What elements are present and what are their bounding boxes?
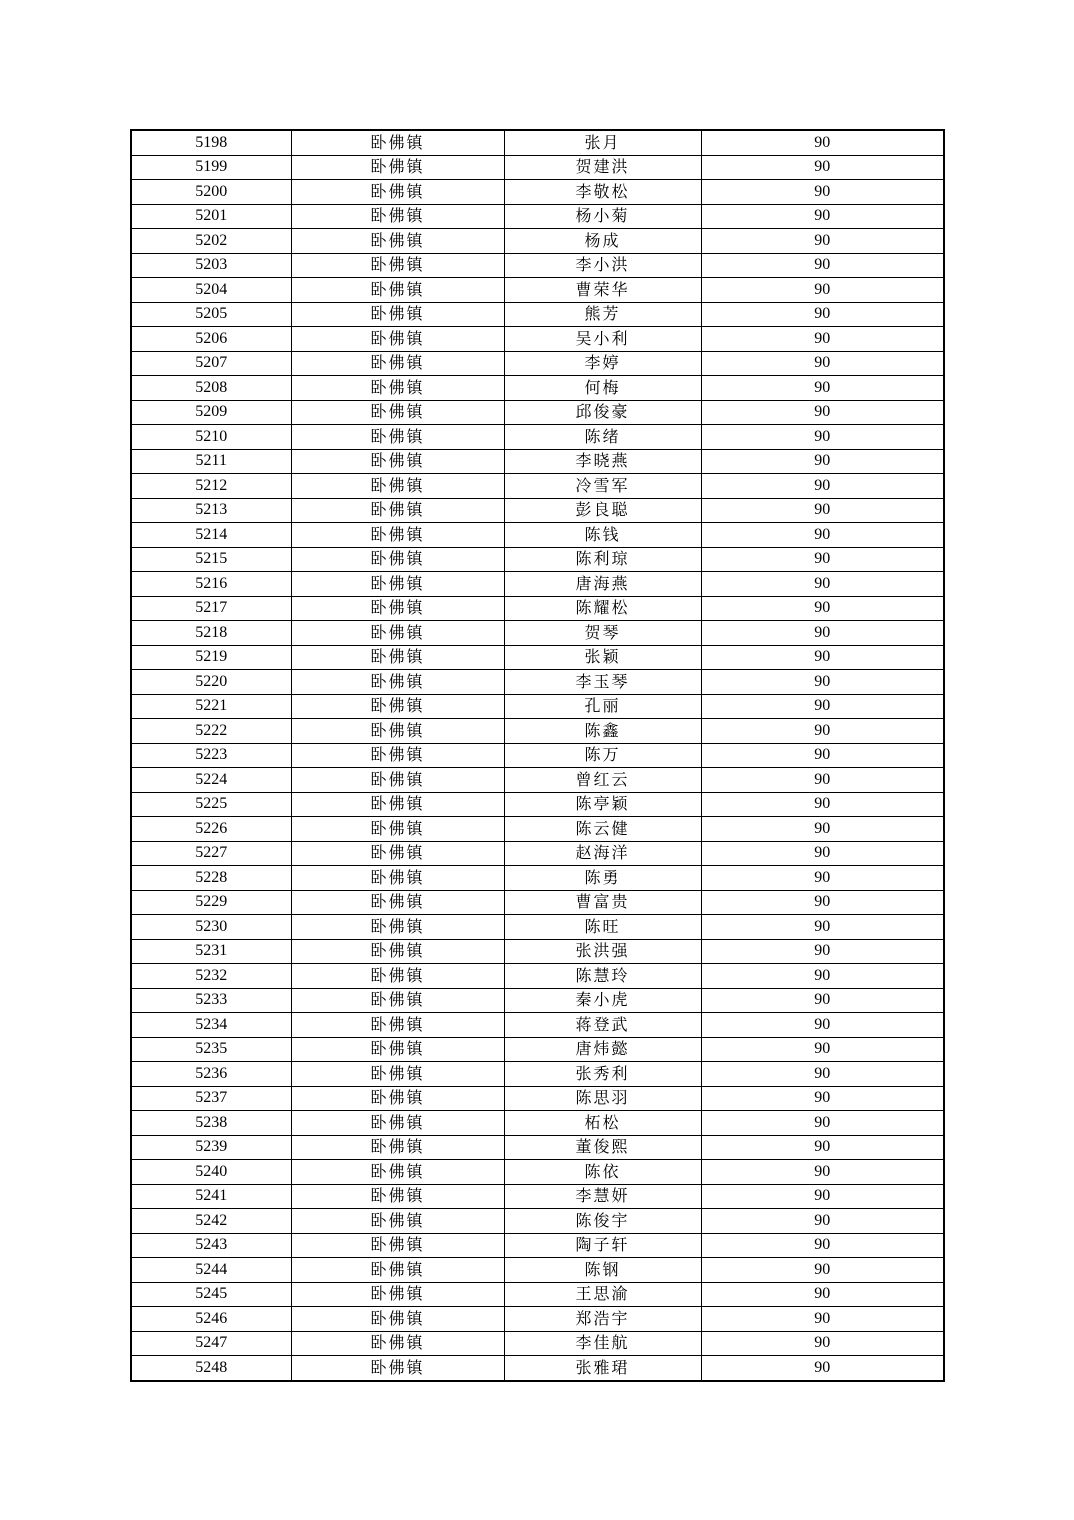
table-row bbox=[131, 278, 944, 303]
person-name-cell: 秦小虎 bbox=[504, 988, 701, 1013]
person-name-cell: 陈利琼 bbox=[504, 547, 701, 572]
row-number-cell: 5214 bbox=[131, 523, 291, 548]
town-cell: 卧佛镇 bbox=[291, 621, 504, 646]
score-cell: 90 bbox=[701, 523, 944, 548]
person-name-cell: 陈依 bbox=[504, 1160, 701, 1185]
town-cell: 卧佛镇 bbox=[291, 1184, 504, 1209]
score-cell: 90 bbox=[701, 180, 944, 205]
row-number-cell: 5239 bbox=[131, 1135, 291, 1160]
person-name-cell: 张秀利 bbox=[504, 1062, 701, 1087]
score-cell: 90 bbox=[701, 719, 944, 744]
town-cell: 卧佛镇 bbox=[291, 376, 504, 401]
person-name-cell: 邱俊豪 bbox=[504, 400, 701, 425]
score-cell: 90 bbox=[701, 376, 944, 401]
table-row bbox=[131, 180, 944, 205]
row-number-cell: 5202 bbox=[131, 229, 291, 254]
row-number-cell: 5237 bbox=[131, 1086, 291, 1111]
score-cell: 90 bbox=[701, 474, 944, 499]
roster-table-body bbox=[131, 130, 944, 1381]
person-name-cell: 杨成 bbox=[504, 229, 701, 254]
table-row bbox=[131, 204, 944, 229]
row-number-cell: 5220 bbox=[131, 670, 291, 695]
row-number-cell: 5248 bbox=[131, 1356, 291, 1381]
town-cell: 卧佛镇 bbox=[291, 351, 504, 376]
town-cell: 卧佛镇 bbox=[291, 645, 504, 670]
score-cell: 90 bbox=[701, 743, 944, 768]
town-cell: 卧佛镇 bbox=[291, 327, 504, 352]
score-cell: 90 bbox=[701, 498, 944, 523]
person-name-cell: 何梅 bbox=[504, 376, 701, 401]
person-name-cell: 陈鑫 bbox=[504, 719, 701, 744]
town-cell: 卧佛镇 bbox=[291, 547, 504, 572]
score-cell: 90 bbox=[701, 1062, 944, 1087]
table-row bbox=[131, 964, 944, 989]
row-number-cell: 5221 bbox=[131, 694, 291, 719]
table-row bbox=[131, 1258, 944, 1283]
person-name-cell: 陶子轩 bbox=[504, 1233, 701, 1258]
roster-table bbox=[130, 129, 945, 1382]
table-row bbox=[131, 1184, 944, 1209]
row-number-cell: 5244 bbox=[131, 1258, 291, 1283]
town-cell: 卧佛镇 bbox=[291, 988, 504, 1013]
row-number-cell: 5236 bbox=[131, 1062, 291, 1087]
score-cell: 90 bbox=[701, 1233, 944, 1258]
person-name-cell: 张月 bbox=[504, 130, 701, 155]
table-row bbox=[131, 376, 944, 401]
row-number-cell: 5243 bbox=[131, 1233, 291, 1258]
score-cell: 90 bbox=[701, 1160, 944, 1185]
person-name-cell: 杨小菊 bbox=[504, 204, 701, 229]
town-cell: 卧佛镇 bbox=[291, 719, 504, 744]
town-cell: 卧佛镇 bbox=[291, 964, 504, 989]
row-number-cell: 5228 bbox=[131, 866, 291, 891]
row-number-cell: 5200 bbox=[131, 180, 291, 205]
row-number-cell: 5233 bbox=[131, 988, 291, 1013]
town-cell: 卧佛镇 bbox=[291, 1111, 504, 1136]
table-row bbox=[131, 915, 944, 940]
town-cell: 卧佛镇 bbox=[291, 939, 504, 964]
person-name-cell: 董俊熙 bbox=[504, 1135, 701, 1160]
score-cell: 90 bbox=[701, 1184, 944, 1209]
score-cell: 90 bbox=[701, 1209, 944, 1234]
score-cell: 90 bbox=[701, 547, 944, 572]
table-row bbox=[131, 302, 944, 327]
person-name-cell: 熊芳 bbox=[504, 302, 701, 327]
score-cell: 90 bbox=[701, 621, 944, 646]
row-number-cell: 5232 bbox=[131, 964, 291, 989]
person-name-cell: 陈万 bbox=[504, 743, 701, 768]
town-cell: 卧佛镇 bbox=[291, 866, 504, 891]
score-cell: 90 bbox=[701, 1135, 944, 1160]
row-number-cell: 5245 bbox=[131, 1282, 291, 1307]
person-name-cell: 陈思羽 bbox=[504, 1086, 701, 1111]
person-name-cell: 陈俊宇 bbox=[504, 1209, 701, 1234]
table-row bbox=[131, 1062, 944, 1087]
score-cell: 90 bbox=[701, 400, 944, 425]
town-cell: 卧佛镇 bbox=[291, 1331, 504, 1356]
score-cell: 90 bbox=[701, 155, 944, 180]
person-name-cell: 李晓燕 bbox=[504, 449, 701, 474]
table-row bbox=[131, 130, 944, 155]
score-cell: 90 bbox=[701, 939, 944, 964]
table-row bbox=[131, 1331, 944, 1356]
row-number-cell: 5240 bbox=[131, 1160, 291, 1185]
person-name-cell: 李玉琴 bbox=[504, 670, 701, 695]
table-row bbox=[131, 1111, 944, 1136]
person-name-cell: 冷雪军 bbox=[504, 474, 701, 499]
score-cell: 90 bbox=[701, 1282, 944, 1307]
person-name-cell: 张雅珺 bbox=[504, 1356, 701, 1381]
table-row bbox=[131, 1086, 944, 1111]
row-number-cell: 5218 bbox=[131, 621, 291, 646]
table-row bbox=[131, 1037, 944, 1062]
score-cell: 90 bbox=[701, 327, 944, 352]
table-row bbox=[131, 1356, 944, 1381]
town-cell: 卧佛镇 bbox=[291, 817, 504, 842]
table-row bbox=[131, 1307, 944, 1332]
score-cell: 90 bbox=[701, 229, 944, 254]
person-name-cell: 陈亭颖 bbox=[504, 792, 701, 817]
person-name-cell: 曾红云 bbox=[504, 768, 701, 793]
town-cell: 卧佛镇 bbox=[291, 768, 504, 793]
town-cell: 卧佛镇 bbox=[291, 1282, 504, 1307]
town-cell: 卧佛镇 bbox=[291, 1160, 504, 1185]
score-cell: 90 bbox=[701, 817, 944, 842]
town-cell: 卧佛镇 bbox=[291, 474, 504, 499]
score-cell: 90 bbox=[701, 890, 944, 915]
person-name-cell: 唐炜懿 bbox=[504, 1037, 701, 1062]
person-name-cell: 唐海燕 bbox=[504, 572, 701, 597]
table-row bbox=[131, 768, 944, 793]
town-cell: 卧佛镇 bbox=[291, 596, 504, 621]
score-cell: 90 bbox=[701, 572, 944, 597]
table-row bbox=[131, 1282, 944, 1307]
row-number-cell: 5226 bbox=[131, 817, 291, 842]
row-number-cell: 5224 bbox=[131, 768, 291, 793]
town-cell: 卧佛镇 bbox=[291, 1258, 504, 1283]
person-name-cell: 赵海洋 bbox=[504, 841, 701, 866]
town-cell: 卧佛镇 bbox=[291, 498, 504, 523]
score-cell: 90 bbox=[701, 204, 944, 229]
town-cell: 卧佛镇 bbox=[291, 229, 504, 254]
person-name-cell: 贺琴 bbox=[504, 621, 701, 646]
table-row bbox=[131, 939, 944, 964]
table-row bbox=[131, 327, 944, 352]
table-row bbox=[131, 229, 944, 254]
person-name-cell: 陈慧玲 bbox=[504, 964, 701, 989]
row-number-cell: 5230 bbox=[131, 915, 291, 940]
score-cell: 90 bbox=[701, 670, 944, 695]
score-cell: 90 bbox=[701, 278, 944, 303]
score-cell: 90 bbox=[701, 351, 944, 376]
score-cell: 90 bbox=[701, 425, 944, 450]
table-row bbox=[131, 474, 944, 499]
score-cell: 90 bbox=[701, 792, 944, 817]
person-name-cell: 曹荣华 bbox=[504, 278, 701, 303]
table-row bbox=[131, 596, 944, 621]
table-row bbox=[131, 645, 944, 670]
row-number-cell: 5209 bbox=[131, 400, 291, 425]
table-row bbox=[131, 841, 944, 866]
town-cell: 卧佛镇 bbox=[291, 302, 504, 327]
person-name-cell: 李佳航 bbox=[504, 1331, 701, 1356]
table-row bbox=[131, 866, 944, 891]
table-row bbox=[131, 988, 944, 1013]
person-name-cell: 曹富贵 bbox=[504, 890, 701, 915]
score-cell: 90 bbox=[701, 1086, 944, 1111]
table-row bbox=[131, 498, 944, 523]
town-cell: 卧佛镇 bbox=[291, 204, 504, 229]
row-number-cell: 5201 bbox=[131, 204, 291, 229]
score-cell: 90 bbox=[701, 964, 944, 989]
person-name-cell: 王思渝 bbox=[504, 1282, 701, 1307]
row-number-cell: 5204 bbox=[131, 278, 291, 303]
town-cell: 卧佛镇 bbox=[291, 1062, 504, 1087]
table-row bbox=[131, 694, 944, 719]
person-name-cell: 陈云健 bbox=[504, 817, 701, 842]
score-cell: 90 bbox=[701, 1258, 944, 1283]
table-row bbox=[131, 719, 944, 744]
score-cell: 90 bbox=[701, 988, 944, 1013]
table-row bbox=[131, 1233, 944, 1258]
town-cell: 卧佛镇 bbox=[291, 694, 504, 719]
person-name-cell: 李慧妍 bbox=[504, 1184, 701, 1209]
score-cell: 90 bbox=[701, 841, 944, 866]
row-number-cell: 5242 bbox=[131, 1209, 291, 1234]
table-row bbox=[131, 1209, 944, 1234]
row-number-cell: 5225 bbox=[131, 792, 291, 817]
score-cell: 90 bbox=[701, 915, 944, 940]
person-name-cell: 陈耀松 bbox=[504, 596, 701, 621]
table-row bbox=[131, 792, 944, 817]
score-cell: 90 bbox=[701, 1037, 944, 1062]
row-number-cell: 5223 bbox=[131, 743, 291, 768]
table-row bbox=[131, 743, 944, 768]
table-row bbox=[131, 449, 944, 474]
town-cell: 卧佛镇 bbox=[291, 1013, 504, 1038]
row-number-cell: 5246 bbox=[131, 1307, 291, 1332]
person-name-cell: 陈勇 bbox=[504, 866, 701, 891]
table-row bbox=[131, 1160, 944, 1185]
score-cell: 90 bbox=[701, 253, 944, 278]
row-number-cell: 5203 bbox=[131, 253, 291, 278]
score-cell: 90 bbox=[701, 449, 944, 474]
person-name-cell: 郑浩宇 bbox=[504, 1307, 701, 1332]
table-row bbox=[131, 253, 944, 278]
person-name-cell: 彭良聪 bbox=[504, 498, 701, 523]
table-row bbox=[131, 547, 944, 572]
row-number-cell: 5210 bbox=[131, 425, 291, 450]
town-cell: 卧佛镇 bbox=[291, 278, 504, 303]
town-cell: 卧佛镇 bbox=[291, 1086, 504, 1111]
table-row bbox=[131, 1013, 944, 1038]
score-cell: 90 bbox=[701, 768, 944, 793]
person-name-cell: 李小洪 bbox=[504, 253, 701, 278]
town-cell: 卧佛镇 bbox=[291, 841, 504, 866]
row-number-cell: 5199 bbox=[131, 155, 291, 180]
row-number-cell: 5207 bbox=[131, 351, 291, 376]
town-cell: 卧佛镇 bbox=[291, 792, 504, 817]
town-cell: 卧佛镇 bbox=[291, 130, 504, 155]
town-cell: 卧佛镇 bbox=[291, 253, 504, 278]
row-number-cell: 5235 bbox=[131, 1037, 291, 1062]
row-number-cell: 5213 bbox=[131, 498, 291, 523]
town-cell: 卧佛镇 bbox=[291, 523, 504, 548]
town-cell: 卧佛镇 bbox=[291, 449, 504, 474]
person-name-cell: 陈绪 bbox=[504, 425, 701, 450]
row-number-cell: 5231 bbox=[131, 939, 291, 964]
person-name-cell: 张洪强 bbox=[504, 939, 701, 964]
row-number-cell: 5205 bbox=[131, 302, 291, 327]
table-row bbox=[131, 1135, 944, 1160]
person-name-cell: 张颖 bbox=[504, 645, 701, 670]
person-name-cell: 李婷 bbox=[504, 351, 701, 376]
row-number-cell: 5215 bbox=[131, 547, 291, 572]
score-cell: 90 bbox=[701, 1331, 944, 1356]
table-row bbox=[131, 890, 944, 915]
table-row bbox=[131, 351, 944, 376]
row-number-cell: 5217 bbox=[131, 596, 291, 621]
score-cell: 90 bbox=[701, 596, 944, 621]
score-cell: 90 bbox=[701, 1307, 944, 1332]
table-row bbox=[131, 400, 944, 425]
town-cell: 卧佛镇 bbox=[291, 890, 504, 915]
score-cell: 90 bbox=[701, 645, 944, 670]
score-cell: 90 bbox=[701, 130, 944, 155]
score-cell: 90 bbox=[701, 694, 944, 719]
row-number-cell: 5247 bbox=[131, 1331, 291, 1356]
row-number-cell: 5208 bbox=[131, 376, 291, 401]
row-number-cell: 5216 bbox=[131, 572, 291, 597]
town-cell: 卧佛镇 bbox=[291, 400, 504, 425]
person-name-cell: 陈旺 bbox=[504, 915, 701, 940]
town-cell: 卧佛镇 bbox=[291, 1356, 504, 1381]
row-number-cell: 5222 bbox=[131, 719, 291, 744]
row-number-cell: 5198 bbox=[131, 130, 291, 155]
score-cell: 90 bbox=[701, 302, 944, 327]
row-number-cell: 5206 bbox=[131, 327, 291, 352]
town-cell: 卧佛镇 bbox=[291, 155, 504, 180]
table-row bbox=[131, 670, 944, 695]
person-name-cell: 蒋登武 bbox=[504, 1013, 701, 1038]
row-number-cell: 5219 bbox=[131, 645, 291, 670]
person-name-cell: 柘松 bbox=[504, 1111, 701, 1136]
person-name-cell: 陈钢 bbox=[504, 1258, 701, 1283]
row-number-cell: 5227 bbox=[131, 841, 291, 866]
score-cell: 90 bbox=[701, 1013, 944, 1038]
row-number-cell: 5211 bbox=[131, 449, 291, 474]
town-cell: 卧佛镇 bbox=[291, 425, 504, 450]
town-cell: 卧佛镇 bbox=[291, 572, 504, 597]
row-number-cell: 5212 bbox=[131, 474, 291, 499]
person-name-cell: 陈钱 bbox=[504, 523, 701, 548]
town-cell: 卧佛镇 bbox=[291, 915, 504, 940]
person-name-cell: 贺建洪 bbox=[504, 155, 701, 180]
person-name-cell: 吴小利 bbox=[504, 327, 701, 352]
town-cell: 卧佛镇 bbox=[291, 1209, 504, 1234]
score-cell: 90 bbox=[701, 1111, 944, 1136]
town-cell: 卧佛镇 bbox=[291, 1307, 504, 1332]
table-row bbox=[131, 523, 944, 548]
row-number-cell: 5234 bbox=[131, 1013, 291, 1038]
table-row bbox=[131, 621, 944, 646]
town-cell: 卧佛镇 bbox=[291, 1037, 504, 1062]
town-cell: 卧佛镇 bbox=[291, 1233, 504, 1258]
row-number-cell: 5238 bbox=[131, 1111, 291, 1136]
table-row bbox=[131, 572, 944, 597]
person-name-cell: 孔丽 bbox=[504, 694, 701, 719]
town-cell: 卧佛镇 bbox=[291, 743, 504, 768]
town-cell: 卧佛镇 bbox=[291, 1135, 504, 1160]
table-row bbox=[131, 817, 944, 842]
town-cell: 卧佛镇 bbox=[291, 180, 504, 205]
score-cell: 90 bbox=[701, 866, 944, 891]
person-name-cell: 李敬松 bbox=[504, 180, 701, 205]
table-row bbox=[131, 425, 944, 450]
row-number-cell: 5241 bbox=[131, 1184, 291, 1209]
table-row bbox=[131, 155, 944, 180]
town-cell: 卧佛镇 bbox=[291, 670, 504, 695]
row-number-cell: 5229 bbox=[131, 890, 291, 915]
score-cell: 90 bbox=[701, 1356, 944, 1381]
